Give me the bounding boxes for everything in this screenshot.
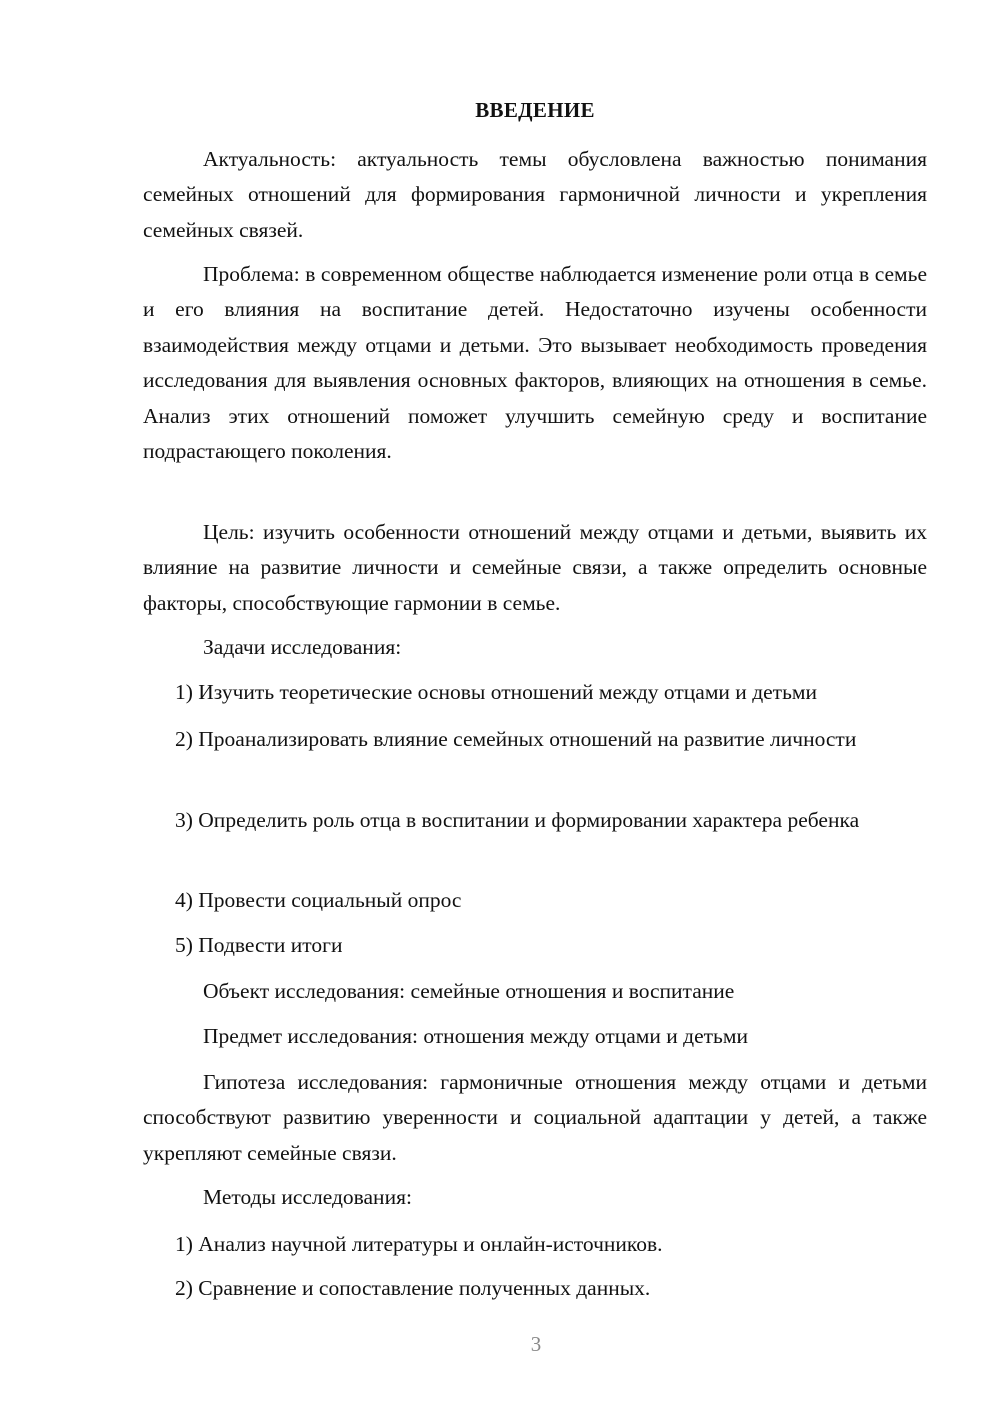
task-item: 1) Изучить теоретические основы отношений между отцами и детьми (175, 680, 817, 704)
hypothesis-paragraph: Гипотеза исследования: гармоничные отношения между отцами и детьми способствуют развитию уверенности и социальной адаптации у детей, а также укрепляют семейные связи. (143, 1070, 927, 1165)
subject-paragraph: Предмет исследования: отношения между отцами и детьми (203, 1024, 748, 1048)
section-title: ВВЕДЕНИЕ (475, 98, 595, 122)
task-item: 3) Определить роль отца в воспитании и формировании характера ребенка (175, 808, 860, 832)
problem-paragraph: Проблема: в современном обществе наблюдается изменение роли отца в семье и его влияния на воспитание детей. Недостаточно изучены особенности взаимодействия между отцами и детьми. Это вызывает необходимость проведения исследования для выявления основных факторов, влияющих на отношения в семье. Анализ этих отношений поможет улучшить семейную среду и воспитание подрастающего поколения. (143, 262, 927, 464)
task-item: 4) Провести социальный опрос (175, 888, 462, 912)
method-item: 2) Сравнение и сопоставление полученных данных. (175, 1276, 651, 1300)
object-paragraph: Объект исследования: семейные отношения и воспитание (203, 979, 735, 1003)
page-number: 3 (530, 1332, 542, 1356)
goal-paragraph: Цель: изучить особенности отношений между отцами и детьми, выявить их влияние на развитие личности и семейные связи, а также определить основные факторы, способствующие гармонии в семье. (143, 520, 927, 615)
tasks-heading: Задачи исследования: (203, 635, 402, 659)
methods-heading: Методы исследования: (203, 1185, 412, 1209)
relevance-paragraph: Актуальность: актуальность темы обусловлена важностью понимания семейных отношений для формирования гармоничной личности и укрепления семейных связей. (143, 147, 927, 242)
method-item: 1) Анализ научной литературы и онлайн-источников. (175, 1232, 663, 1256)
task-item: 5) Подвести итоги (175, 933, 343, 957)
task-item: 2) Проанализировать влияние семейных отношений на развитие личности (175, 727, 857, 751)
